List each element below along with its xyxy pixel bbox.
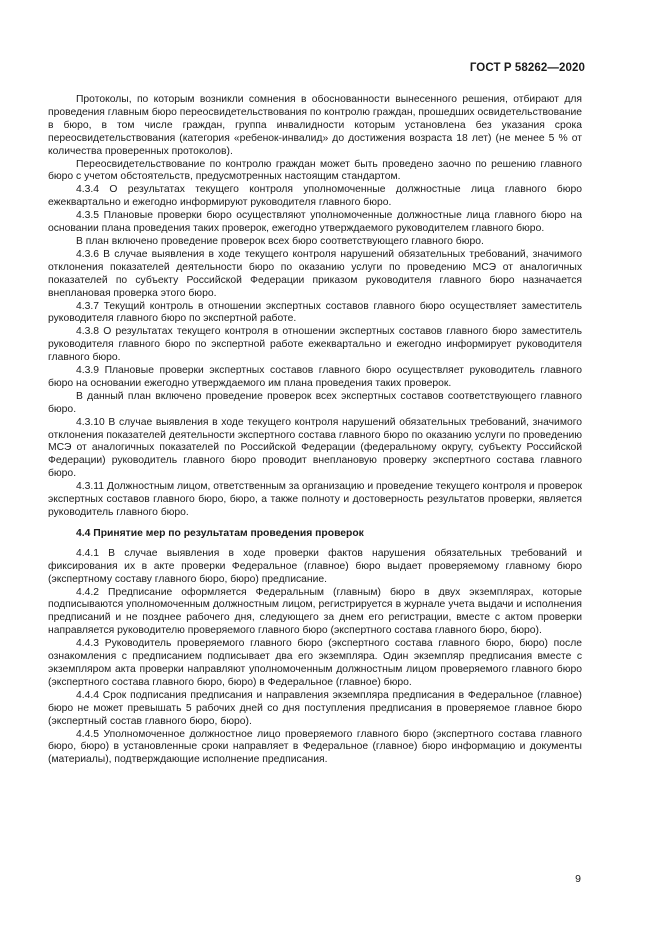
paragraph: 4.3.8 О результатах текущего контроля в отношении экспертных составов главного бюро заместитель руководителя главного бюро по экспертной работе ежеквартально и ежегодно информирует руководителя главного бюро. [48,326,582,364]
paragraph: 4.4.1 В случае выявления в ходе проверки фактов нарушения обязательных требований и фиксирования их в акте проверки Федеральное (главное) бюро выдает проверяемому главному бюро (экспертному составу главного бюро, бюро) предписание. [48,547,582,585]
paragraph: 4.4.4 Срок подписания предписания и направления экземпляра предписания в Федеральное (главное) бюро не может превышать 5 рабочих дней со дня поступления предписания в проверяемое главное бюро (экспертный состав главного бюро, бюро). [48,689,582,727]
paragraph: В данный план включено проведение проверок всех экспертных составов соответствующего главного бюро. [48,390,582,415]
paragraph: Переосвидетельствование по контролю граждан может быть проведено заочно по решению главного бюро с учетом обстоятельств, предусмотренных настоящим стандартом. [48,158,582,183]
paragraph: 4.4.3 Руководитель проверяемого главного бюро (экспертного состава главного бюро, бюро) после ознакомления с предписанием подписывает два его экземпляра. Один экземпляр предписания вместе с экземпляром акта проверки направляют уполномоченным должностным лицом проверяемого главного бюро (экспертного состава главного бюро, бюро) в Федеральное (главное) бюро. [48,638,582,688]
section-heading: 4.4 Принятие мер по результатам проведения проверок [76,527,364,539]
paragraph: 4.3.6 В случае выявления в ходе текущего контроля нарушений обязательных требований, значимого отклонения показателей деятельности бюро по оказанию услуги по проведению МСЭ от аналогичных показателей по субъекту Российской Федерации приказом руководителя главного бюро назначается внеплановая проверка этого бюро. [48,248,582,299]
paragraph: В план включено проведение проверок всех бюро соответствующего главного бюро. [76,235,484,247]
paragraph: 4.3.5 Плановые проверки бюро осуществляют уполномоченные должностные лица главного бюро на основании плана проведения таких проверок, ежегодно утверждаемого руководителем главного бюро. [48,210,582,235]
paragraph: 4.4.5 Уполномоченное должностное лицо проверяемого главного бюро (экспертного состава главного бюро, бюро) в установленные сроки направляет в Федеральное (главное) бюро информацию и документы (материалы), подтверждающие исполнение предписания. [48,728,582,766]
paragraph: 4.3.9 Плановые проверки экспертных составов главного бюро осуществляет руководитель главного бюро на основании ежегодно утверждаемого им плана проведения таких проверок. [48,365,582,389]
document-body [48,94,582,767]
standard-code: ГОСТ Р 58262—2020 [469,62,585,74]
paragraph: 4.3.7 Текущий контроль в отношении экспертных составов главного бюро осуществляет заместитель руководителя главного бюро по экспертной работе. [48,300,582,325]
paragraph: 4.4.2 Предписание оформляется Федеральным (главным) бюро в двух экземплярах, которые подписываются уполномоченным должностным лицом, регистрируется в журнале учета выдачи и исполнения предписаний и не позднее рабочего дня, следующего за днем его регистрации, вместе с актом проверки направляется руководителю проверяемого главного бюро (экспертного состава главного бюро, бюро). [48,586,582,637]
paragraph: Протоколы, по которым возникли сомнения в обоснованности вынесенного решения, отбирают для проведения главным бюро переосвидетельствования по контролю граждан, прошедших освидетельствование в бюро, в том числе граждан, группа инвалидности которым установлена без указания срока переосвидетельствования (категория «ребенок-инвалид» до достижения возраста 18 лет) (не менее 5 % от количества проверенных протоколов). [48,94,582,157]
paragraph: 4.3.4 О результатах текущего контроля уполномоченные должностные лица главного бюро ежеквартально и ежегодно информируют руководителя главного бюро. [48,184,582,209]
paragraph: 4.3.11 Должностным лицом, ответственным за организацию и проведение текущего контроля и проверок экспертных составов главного бюро, бюро, а также полноту и достоверность результатов проверки, является руководитель главного бюро. [48,481,582,518]
paragraph: 4.3.10 В случае выявления в ходе текущего контроля нарушений обязательных требований, значимого отклонения показателей деятельности экспертного состава главного бюро по оказанию услуги по проведению МСЭ от аналогичных показателей по Российской Федерации (федеральному округу, субъекту Российской Федерации) руководитель главного бюро проводит внеплановую проверку экспертного состава главного бюро. [48,416,582,480]
page-number: 9 [575,873,581,885]
